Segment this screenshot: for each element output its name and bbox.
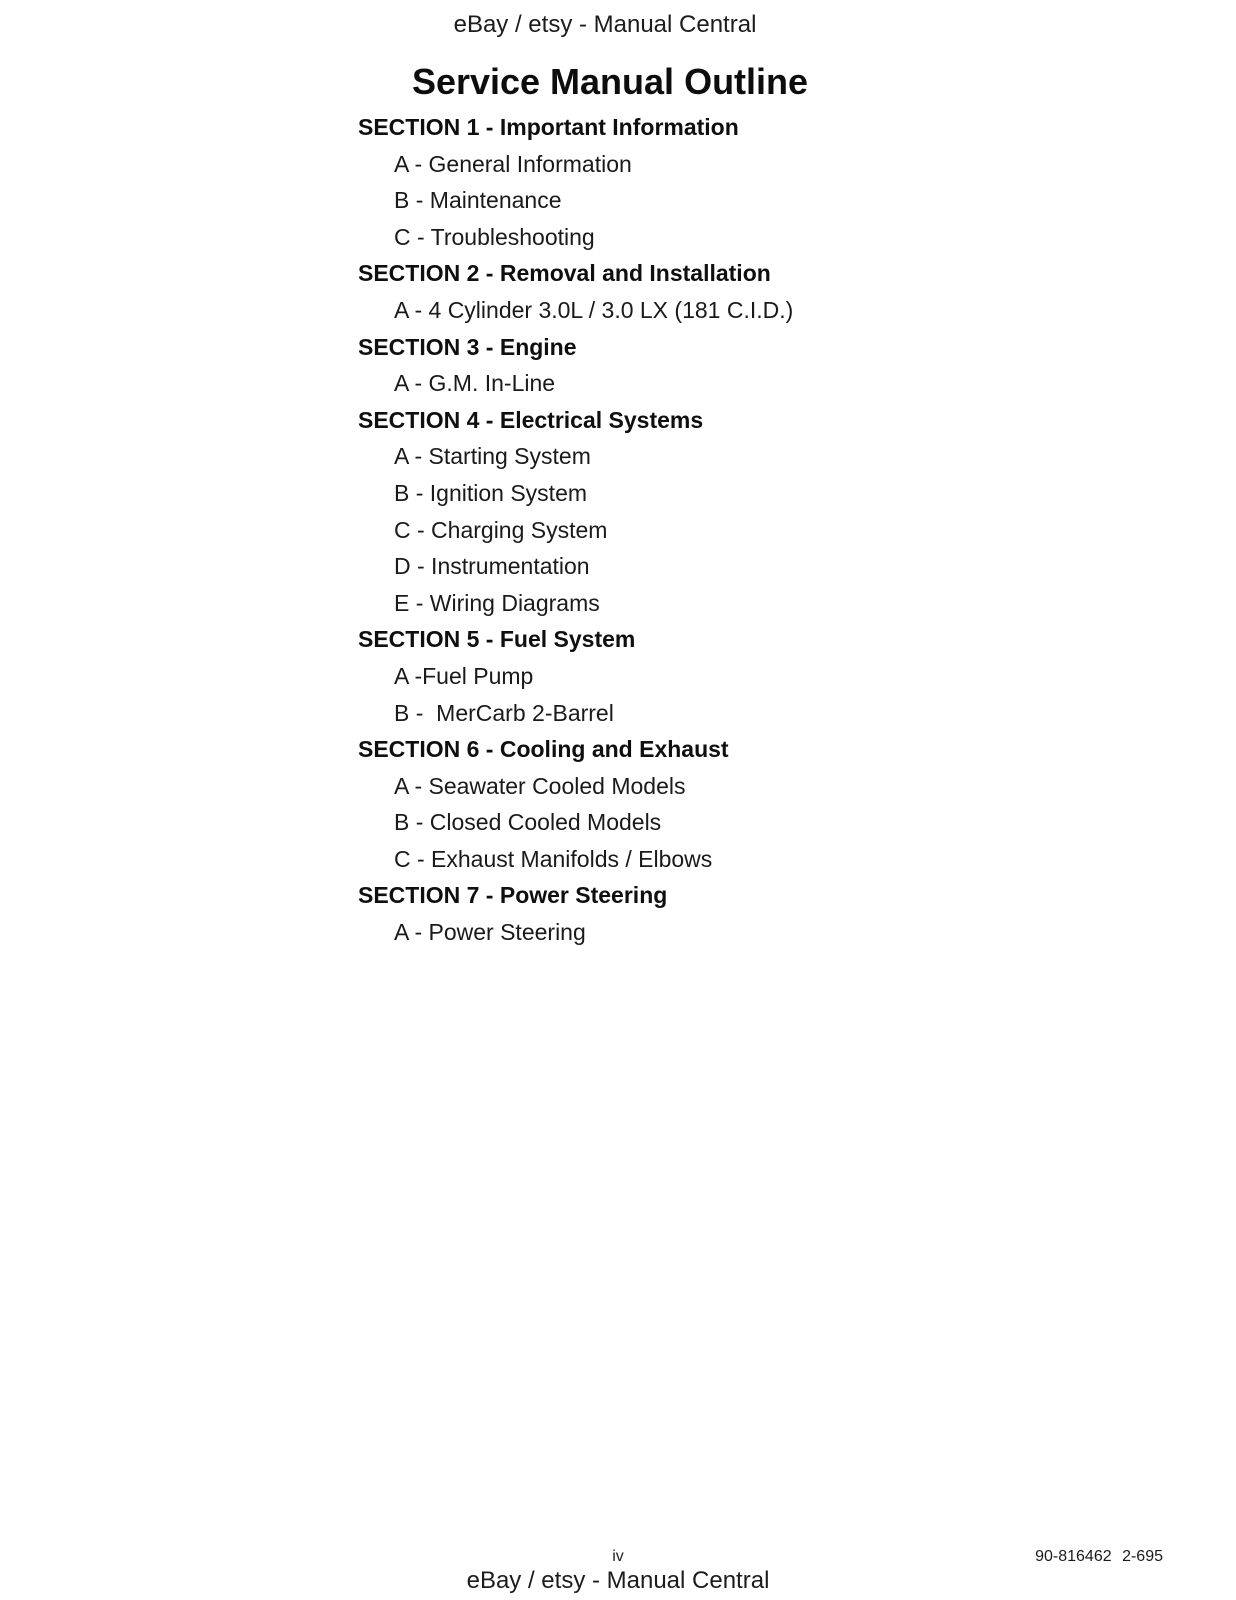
outline-item: A - General Information	[394, 150, 632, 177]
section-heading: SECTION 1 - Important Information	[358, 114, 739, 140]
outline-item: A - 4 Cylinder 3.0L / 3.0 LX (181 C.I.D.)	[394, 296, 794, 323]
section-heading: SECTION 4 - Electrical Systems	[358, 406, 704, 433]
outline-item: A - Starting System	[394, 443, 591, 470]
outline-item: C - Charging System	[394, 516, 608, 543]
section-heading: SECTION 7 - Power Steering	[358, 882, 668, 909]
outline-item: A - Seawater Cooled Models	[394, 772, 686, 799]
outline-item: B - Maintenance	[394, 187, 562, 214]
section-heading: SECTION 6 - Cooling and Exhaust	[358, 736, 729, 763]
section-heading: SECTION 5 - Fuel System	[358, 626, 636, 653]
outline-item: B - Closed Cooled Models	[394, 809, 662, 836]
outline-item: C - Exhaust Manifolds / Elbows	[394, 845, 713, 872]
outline-item: B - Ignition System	[394, 479, 588, 506]
footer-watermark: eBay / etsy - Manual Central	[466, 1567, 770, 1594]
document-number: 90-816462 2-695	[1035, 1548, 1163, 1565]
outline-item: A -Fuel Pump	[394, 662, 534, 689]
page-title: Service Manual Outline	[411, 61, 809, 102]
outline-list	[358, 109, 793, 951]
outline-item: B - MerCarb 2-Barrel	[394, 699, 614, 726]
outline-item: A - Power Steering	[394, 919, 586, 946]
outline-item: A - G.M. In-Line	[394, 370, 556, 397]
section-heading: SECTION 3 - Engine	[358, 333, 577, 360]
outline-item: C - Troubleshooting	[394, 223, 595, 250]
section-heading: SECTION 2 - Removal and Installation	[358, 260, 771, 287]
outline-item: E - Wiring Diagrams	[394, 589, 600, 616]
page-number: iv	[612, 1548, 624, 1565]
outline-item: D - Instrumentation	[394, 553, 590, 580]
header-watermark: eBay / etsy - Manual Central	[453, 11, 757, 38]
